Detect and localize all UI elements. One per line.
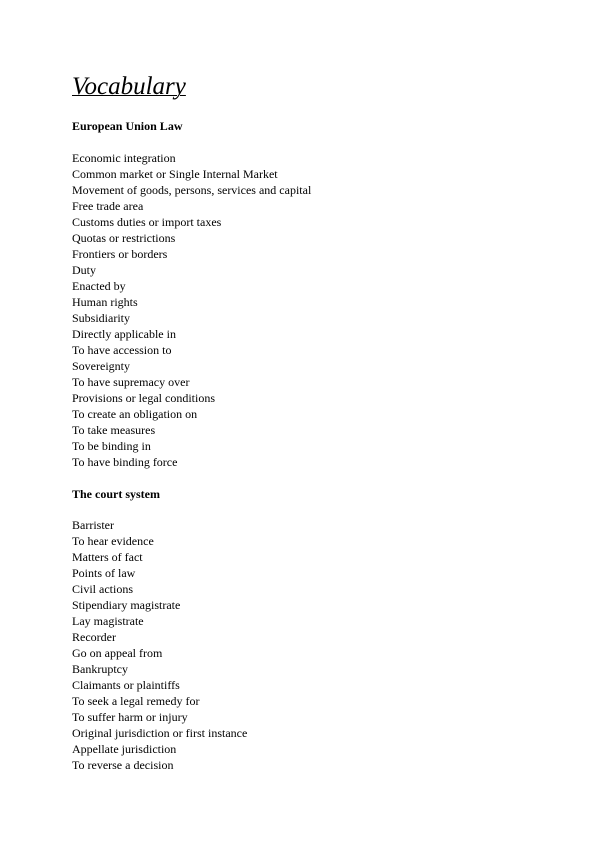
vocabulary-item: Enacted by: [72, 279, 126, 293]
vocabulary-item: Matters of fact: [72, 550, 143, 564]
section-heading-eu-law: European Union Law: [72, 119, 183, 133]
vocabulary-item: To seek a legal remedy for: [72, 694, 200, 708]
vocabulary-item: Civil actions: [72, 582, 133, 596]
vocabulary-item: To hear evidence: [72, 534, 154, 548]
vocabulary-item: To take measures: [72, 423, 156, 437]
vocabulary-item: Stipendiary magistrate: [72, 598, 181, 612]
vocabulary-item: Duty: [72, 263, 96, 277]
vocabulary-item: Customs duties or import taxes: [72, 215, 222, 229]
vocabulary-item: Original jurisdiction or first instance: [72, 726, 248, 740]
vocabulary-item: Lay magistrate: [72, 614, 144, 628]
vocabulary-item: Provisions or legal conditions: [72, 391, 215, 405]
vocabulary-item: To create an obligation on: [72, 407, 198, 421]
vocabulary-item: Directly applicable in: [72, 327, 176, 341]
vocabulary-item: Free trade area: [72, 199, 144, 213]
vocabulary-item: Recorder: [72, 630, 116, 644]
vocabulary-item: To suffer harm or injury: [72, 710, 188, 724]
vocabulary-item: Appellate jurisdiction: [72, 742, 177, 756]
vocabulary-item: Sovereignty: [72, 359, 130, 373]
vocabulary-item: Go on appeal from: [72, 646, 163, 660]
section-heading-court-system: The court system: [72, 487, 160, 501]
vocabulary-item: Movement of goods, persons, services and capital: [72, 183, 312, 197]
vocabulary-item: Quotas or restrictions: [72, 231, 176, 245]
vocabulary-item: To have supremacy over: [72, 375, 190, 389]
vocabulary-item: To have accession to: [72, 343, 172, 357]
vocabulary-item: Human rights: [72, 295, 138, 309]
vocabulary-item: To have binding force: [72, 455, 178, 469]
vocabulary-item: To be binding in: [72, 439, 151, 453]
vocabulary-item: Barrister: [72, 518, 114, 532]
court-system-vocabulary-list: [72, 517, 247, 773]
eu-law-vocabulary-list: [72, 150, 311, 470]
vocabulary-item: Claimants or plaintiffs: [72, 678, 180, 692]
vocabulary-item: Bankruptcy: [72, 662, 128, 676]
vocabulary-item: Frontiers or borders: [72, 247, 168, 261]
vocabulary-item: Subsidiarity: [72, 311, 131, 325]
vocabulary-item: Common market or Single Internal Market: [72, 167, 278, 181]
vocabulary-item: Points of law: [72, 566, 136, 580]
page-title: Vocabulary: [72, 73, 186, 100]
vocabulary-item: To reverse a decision: [72, 758, 174, 772]
vocabulary-item: Economic integration: [72, 151, 176, 165]
